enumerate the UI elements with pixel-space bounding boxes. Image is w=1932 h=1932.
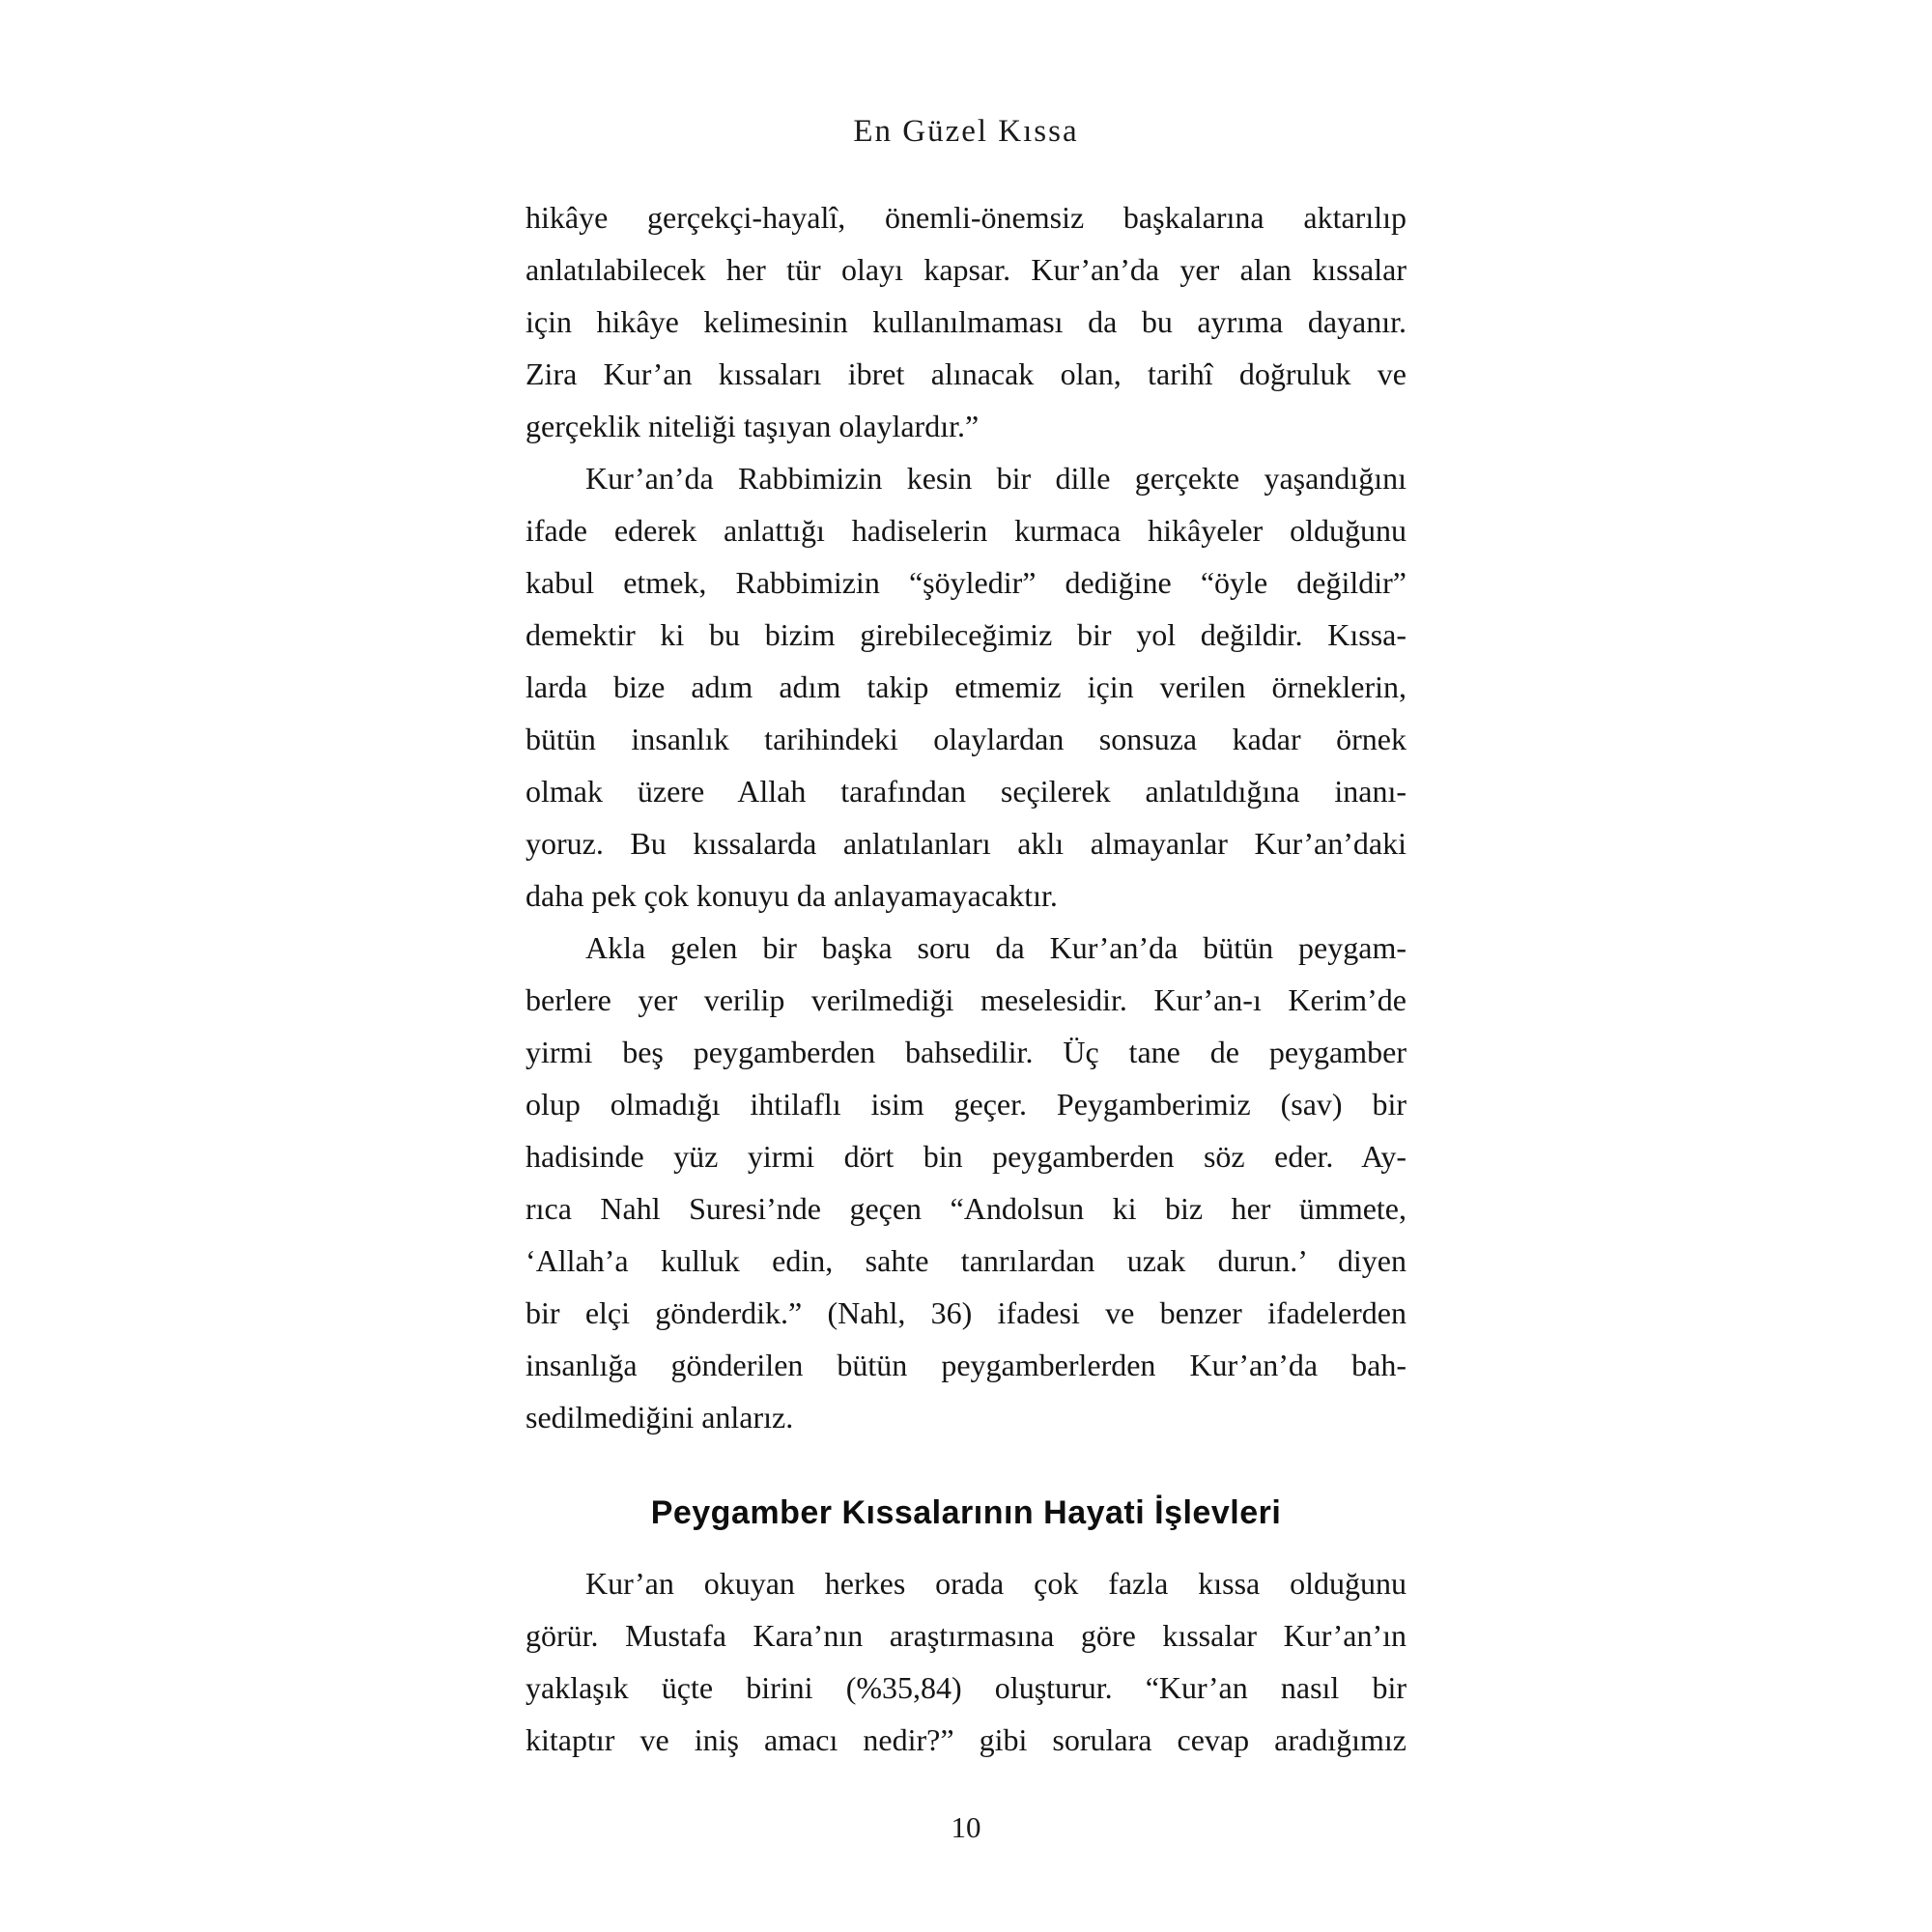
text-line: insanlığa gönderilen bütün peygamberlerden Kur’an’da bah- xyxy=(526,1348,1406,1382)
paragraph xyxy=(526,191,1406,452)
text-line: için hikâye kelimesinin kullanılmaması da bu ayrıma dayanır. xyxy=(526,304,1406,339)
text-line: ‘Allah’a kulluk edin, sahte tanrılardan uzak durun.’ diyen xyxy=(526,1243,1406,1278)
text-line: kabul etmek, Rabbimizin “şöyledir” dediğine “öyle değildir” xyxy=(526,565,1406,600)
text-line: bir elçi gönderdik.” (Nahl, 36) ifadesi ve benzer ifadelerden xyxy=(526,1295,1406,1330)
text-line: Akla gelen bir başka soru da Kur’an’da bütün peygam- xyxy=(585,930,1406,965)
text-line: Zira Kur’an kıssaları ibret alınacak olan, tarihî doğruluk ve xyxy=(526,356,1406,391)
running-header: En Güzel Kıssa xyxy=(853,114,1079,149)
paragraph xyxy=(526,1557,1406,1766)
text-line: Kur’an okuyan herkes orada çok fazla kıssa olduğunu xyxy=(585,1566,1406,1601)
text-line: bütün insanlık tarihindeki olaylardan sonsuza kadar örnek xyxy=(526,722,1406,756)
paragraph xyxy=(526,452,1406,922)
text-line: anlatılabilecek her tür olayı kapsar. Kur’an’da yer alan kıssalar xyxy=(526,252,1406,287)
text-line: berlere yer verilip verilmediği meselesidir. Kur’an-ı Kerim’de xyxy=(526,982,1406,1017)
text-line: rıca Nahl Suresi’nde geçen “Andolsun ki biz her ümmete, xyxy=(526,1191,1406,1226)
text-line: hikâye gerçekçi-hayalî, önemli-önemsiz başkalarına aktarılıp xyxy=(526,200,1406,235)
text-line: larda bize adım adım takip etmemiz için verilen örneklerin, xyxy=(526,669,1406,704)
page-number: 10 xyxy=(951,1810,981,1844)
text-line: ifade ederek anlattığı hadiselerin kurmaca hikâyeler olduğunu xyxy=(526,513,1406,548)
text-line: demektir ki bu bizim girebileceğimiz bir yol değildir. Kıssa- xyxy=(526,617,1406,652)
paragraph xyxy=(526,922,1406,1443)
text-line: yoruz. Bu kıssalarda anlatılanları aklı almayanlar Kur’an’daki xyxy=(526,826,1406,861)
text-line: gerçeklik niteliği taşıyan olaylardır.” xyxy=(526,409,980,443)
text-line: görür. Mustafa Kara’nın araştırmasına göre kıssalar Kur’an’ın xyxy=(526,1618,1406,1653)
text-line: daha pek çok konuyu da anlayamayacaktır. xyxy=(526,878,1058,913)
text-line: Kur’an’da Rabbimizin kesin bir dille gerçekte yaşandığını xyxy=(585,461,1406,496)
text-line: olup olmadığı ihtilaflı isim geçer. Peygamberimiz (sav) bir xyxy=(526,1087,1406,1122)
text-line: hadisinde yüz yirmi dört bin peygamberden söz eder. Ay- xyxy=(526,1139,1406,1174)
page-body xyxy=(526,191,1406,1766)
text-line: kitaptır ve iniş amacı nedir?” gibi sorulara cevap aradığımız xyxy=(526,1722,1406,1757)
text-line: olmak üzere Allah tarafından seçilerek anlatıldığına inanı- xyxy=(526,774,1406,809)
section-heading: Peygamber Kıssalarının Hayati İşlevleri xyxy=(650,1494,1282,1531)
text-line: yirmi beş peygamberden bahsedilir. Üç tane de peygamber xyxy=(526,1035,1406,1069)
text-line: yaklaşık üçte birini (%35,84) oluşturur. “Kur’an nasıl bir xyxy=(526,1670,1406,1705)
text-line: sedilmediğini anlarız. xyxy=(526,1400,794,1435)
